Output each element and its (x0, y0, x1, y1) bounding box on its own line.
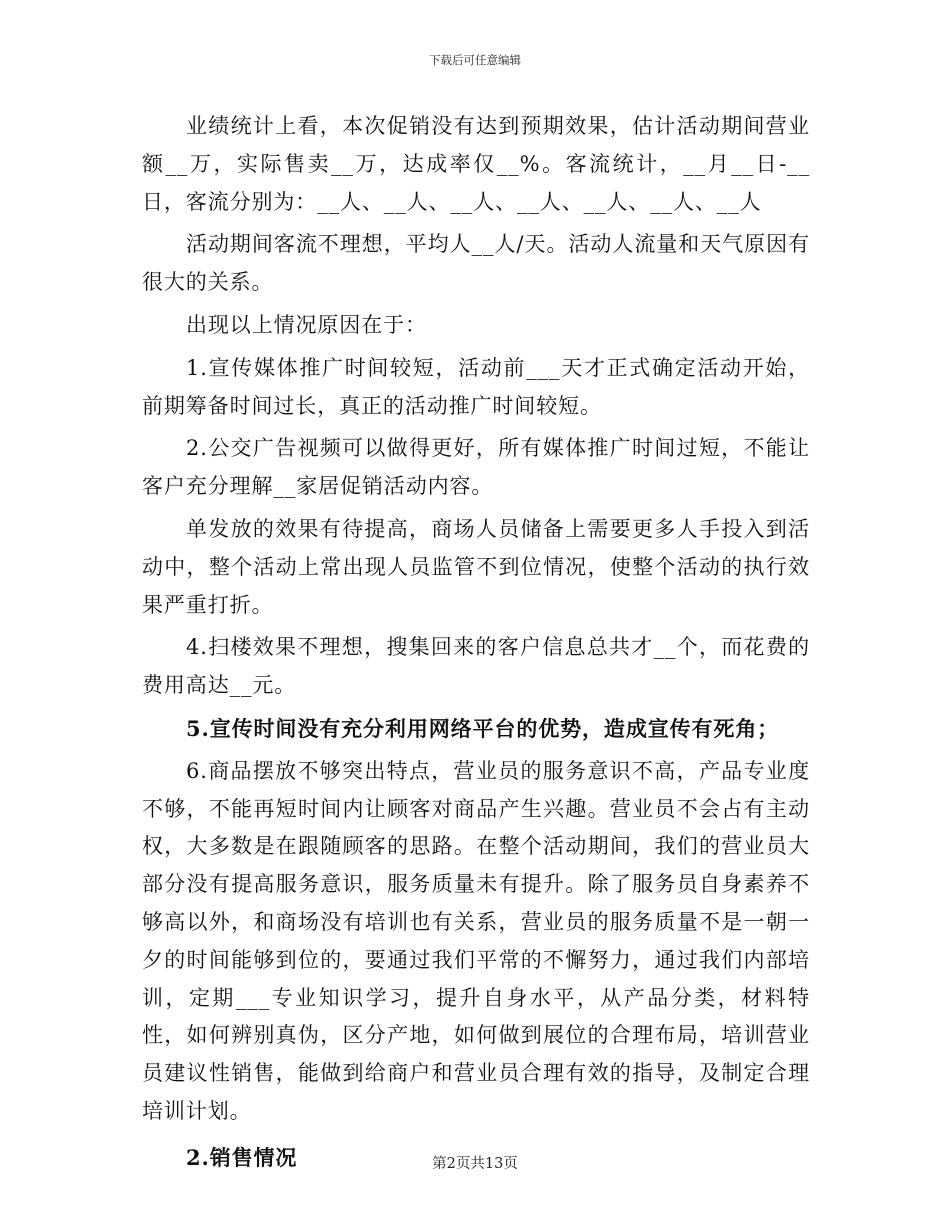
document-body (142, 108, 810, 1178)
paragraph-reason-4: 4.扫楼效果不理想，搜集回来的客户信息总共才__个，而花费的费用高达__元。 (142, 635, 810, 698)
paragraph-reason-6: 6.商品摆放不够突出特点，营业员的服务意识不高，产品专业度不够，不能再短时间内让顾客对商品产生兴趣。营业员不会占有主动权，大多数是在跟随顾客的思路。在整个活动期间，我们的营业员大部分没有提高服务意识，服务质量未有提升。除了服务员自身素养不够高以外，和商场没有培训也有关系，营业员的服务质量不是一朝一夕的时间能够到位的，要通过我们平常的不懈努力，通过我们内部培训，定期___专业知识学习，提升自身水平，从产品分类，材料特性，如何辨别真伪，区分产地，如何做到展位的合理布局，培训营业员建议性销售，能做到给商户和营业员合理有效的指导，及制定合理培训计划。 (142, 758, 810, 1123)
page-header: 下载后可任意编辑 (429, 53, 521, 67)
paragraph-reason-2: 2.公交广告视频可以做得更好，所有媒体推广时间过短，不能让客户充分理解__家居促销活动内容。 (142, 436, 810, 499)
paragraph-reason-5: 5.宣传时间没有充分利用网络平台的优势，造成宣传有死角； (186, 715, 780, 741)
section-heading-sales: 2.销售情况 (186, 1144, 298, 1170)
paragraph-reason-3: 单发放的效果有待提高，商场人员储备上需要更多人手投入到活动中，整个活动上常出现人员监管不到位情况，使整个活动的执行效果严重打折。 (142, 516, 810, 617)
paragraph-reason-1: 1.宣传媒体推广时间较短，活动前___天才正式确定活动开始，前期筹备时间过长，真正的活动推广时间较短。 (142, 355, 810, 418)
paragraph-performance: 业绩统计上看，本次促销没有达到预期效果，估计活动期间营业额__万，实际售卖__万，达成率仅__%。客流统计，__月__日-__日，客流分别为：__人、__人、__人、__人、__人、__人、__人 (142, 114, 810, 214)
paragraph-traffic: 活动期间客流不理想，平均人__人/天。活动人流量和天气原因有很大的关系。 (142, 232, 810, 295)
paragraph-reasons-intro: 出现以上情况原因在于： (186, 312, 427, 337)
page-footer: 第2页共13页 (432, 1156, 518, 1172)
